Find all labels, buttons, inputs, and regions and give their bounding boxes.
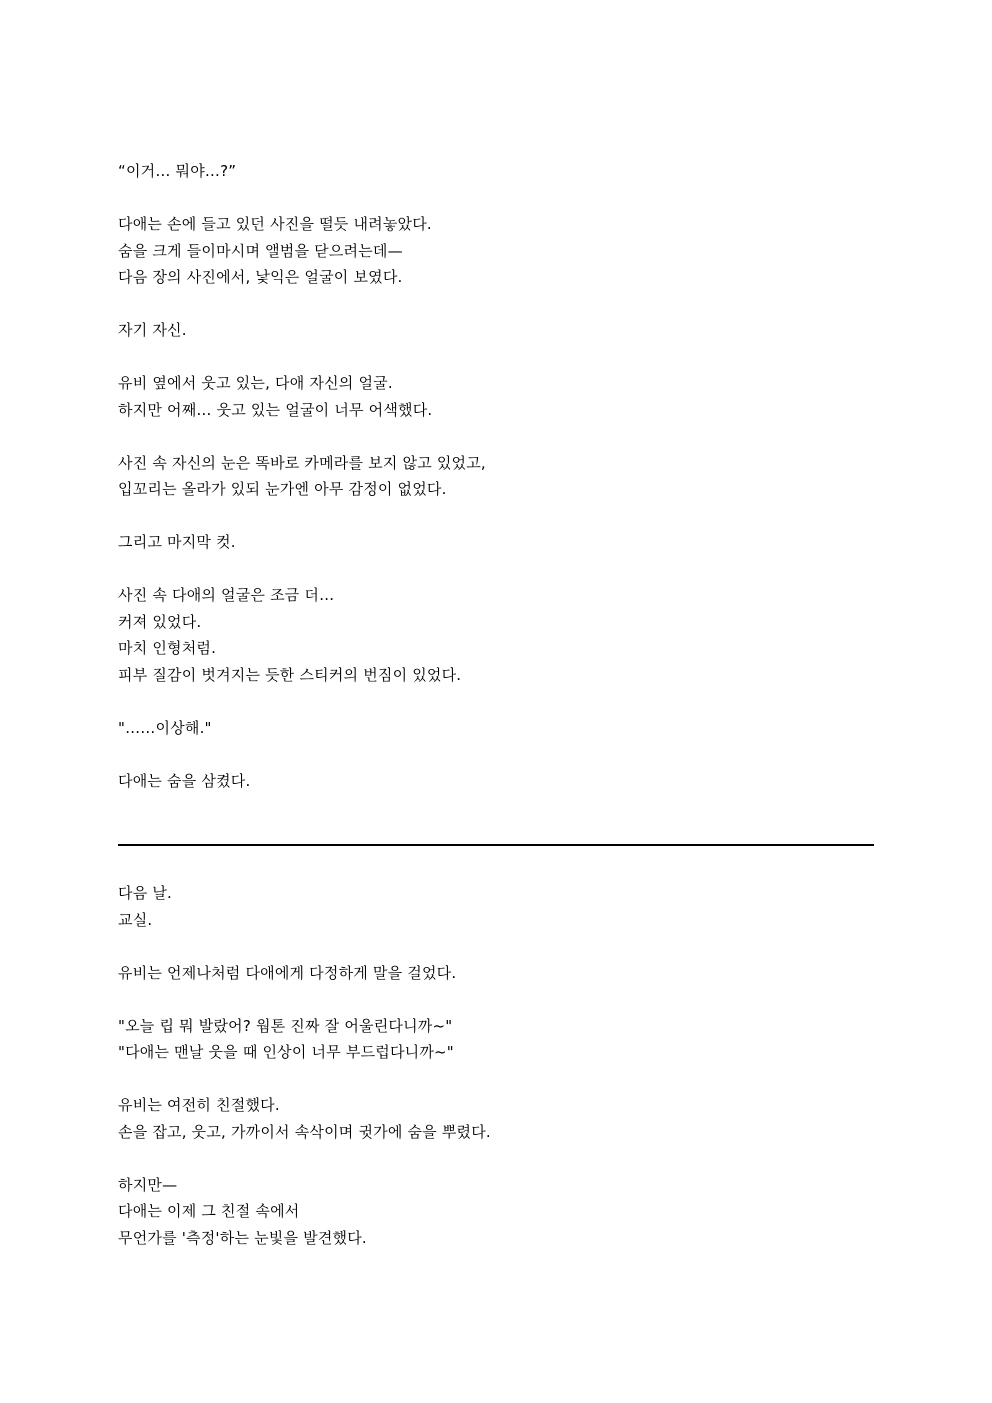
text-line: "오늘 립 뭐 발랐어? 웜톤 진짜 잘 어울린다니까~" bbox=[118, 1016, 453, 1035]
text-line: 다애는 이제 그 친절 속에서 bbox=[118, 1202, 300, 1220]
text-line: 사진 속 다애의 얼굴은 조금 더… bbox=[118, 586, 335, 604]
text-line: 피부 질감이 벗겨지는 듯한 스티커의 번짐이 있었다. bbox=[118, 665, 462, 684]
text-line: 입꼬리는 올라가 있되 눈가엔 아무 감정이 없었다. bbox=[118, 480, 447, 498]
text-line: 커져 있었다. bbox=[118, 612, 202, 631]
section-divider bbox=[118, 844, 874, 846]
blank-line bbox=[118, 423, 878, 450]
text-line: 유비 옆에서 웃고 있는, 다애 자신의 얼굴. bbox=[118, 374, 393, 392]
blank-line bbox=[118, 1066, 878, 1093]
blank-line bbox=[118, 344, 878, 371]
text-line: 다애는 숨을 삼켰다. bbox=[118, 771, 251, 790]
text-line: “이거… 뭐야…?” bbox=[118, 162, 237, 180]
section-1 bbox=[118, 158, 878, 794]
blank-line bbox=[118, 688, 878, 715]
text-line: 다음 장의 사진에서, 낯익은 얼굴이 보였다. bbox=[118, 268, 403, 286]
blank-line bbox=[118, 291, 878, 318]
blank-line bbox=[118, 933, 878, 960]
blank-line bbox=[118, 1145, 878, 1172]
text-line: 하지만— bbox=[118, 1175, 178, 1194]
text-line: 자기 자신. bbox=[118, 321, 187, 339]
text-line: 다애는 손에 들고 있던 사진을 떨듯 내려놓았다. bbox=[118, 215, 432, 233]
text-line: 사진 속 자신의 눈은 똑바로 카메라를 보지 않고 있었고, bbox=[118, 453, 486, 472]
blank-line bbox=[118, 556, 878, 583]
text-line: 무언가를 '측정'하는 눈빛을 발견했다. bbox=[118, 1228, 367, 1247]
text-line: "……이상해." bbox=[118, 718, 212, 737]
text-line: 손을 잡고, 웃고, 가까이서 속삭이며 귓가에 숨을 뿌렸다. bbox=[118, 1122, 491, 1141]
text-line: 유비는 여전히 친절했다. bbox=[118, 1096, 280, 1114]
text-line: "다애는 맨날 웃을 때 인상이 너무 부드럽다니까~" bbox=[118, 1043, 454, 1061]
blank-line bbox=[118, 185, 878, 212]
text-line: 유비는 언제나처럼 다애에게 다정하게 말을 걸었다. bbox=[118, 963, 457, 982]
blank-line bbox=[118, 986, 878, 1013]
section-2 bbox=[118, 880, 878, 1251]
text-line: 숨을 크게 들이마시며 앨범을 닫으려는데— bbox=[118, 241, 403, 260]
blank-line bbox=[118, 741, 878, 768]
blank-line bbox=[118, 503, 878, 530]
text-line: 그리고 마지막 컷. bbox=[118, 533, 236, 551]
text-line: 다음 날. bbox=[118, 884, 173, 902]
text-line: 교실. bbox=[118, 910, 153, 929]
text-line: 하지만 어째… 웃고 있는 얼굴이 너무 어색했다. bbox=[118, 400, 433, 419]
text-line: 마치 인형처럼. bbox=[118, 639, 217, 657]
